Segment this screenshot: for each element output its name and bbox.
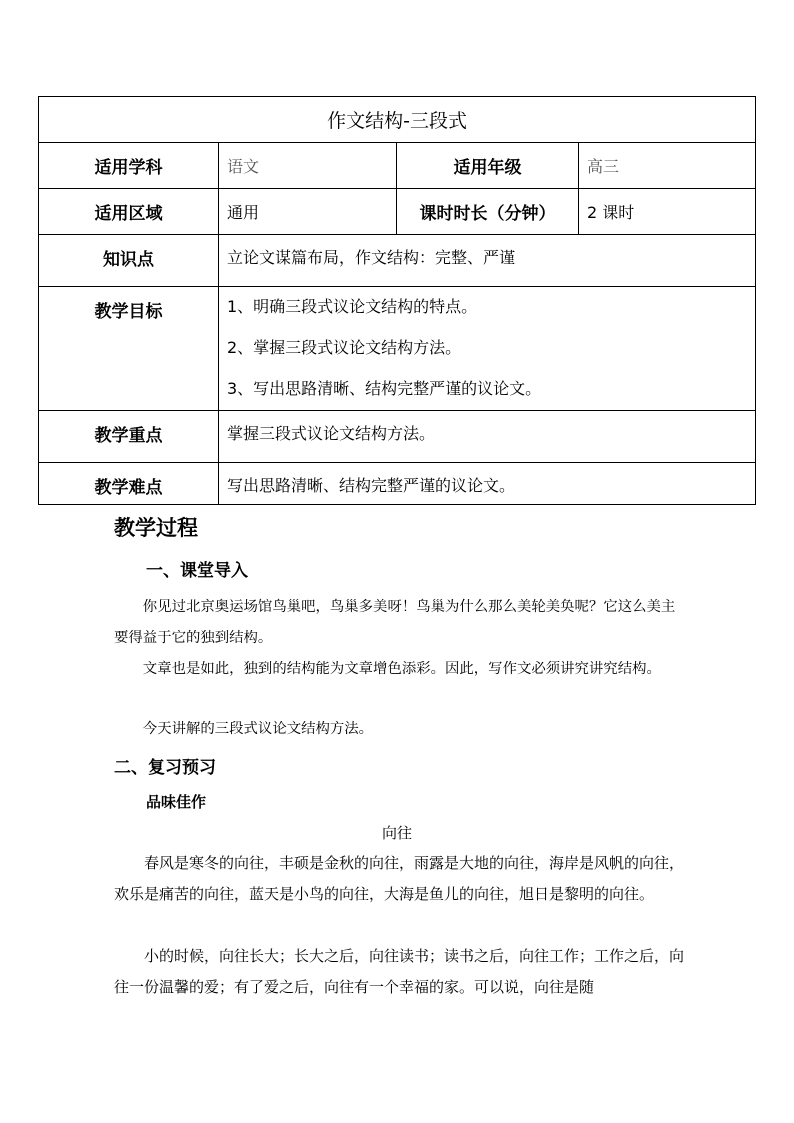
goals-cell: [219, 287, 756, 411]
region-label: 适用区域: [39, 189, 219, 235]
subject-label: 适用学科: [39, 143, 219, 189]
section-review-heading: 二、复习预习: [114, 758, 216, 778]
goal-item: 2、掌握三段式议论文结构方法。: [227, 338, 462, 357]
region-value: 通用: [219, 189, 397, 235]
teaching-process-heading: 教学过程: [114, 516, 198, 540]
essay-paragraph: 小的时候，向往长大；长大之后，向往读书；读书之后，向往工作；工作之后，向往一份温馨的爱；有了爱之后，向往有一个幸福的家。可以说，向往是随: [114, 947, 685, 996]
focus-value: 掌握三段式议论文结构方法。: [219, 411, 756, 463]
review-subheading: 品味佳作: [146, 793, 207, 811]
intro-paragraph: 文章也是如此，独到的结构能为文章增色添彩。因此，写作文必须讲究讲究结构。: [142, 661, 661, 677]
intro-paragraph: 今天讲解的三段式议论文结构方法。: [142, 721, 374, 737]
goals-label: 教学目标: [39, 287, 219, 411]
duration-value: 2 课时: [579, 189, 756, 235]
essay-title: 向往: [381, 824, 412, 842]
essay-paragraph: 春风是寒冬的向往，丰硕是金秋的向往，雨露是大地的向往，海岸是风帆的向往，欢乐是痛苦的向往，蓝天是小鸟的向往，大海是鱼儿的向往，旭日是黎明的向往。: [114, 854, 685, 903]
difficulty-value: 写出思路清晰、结构完整严谨的议论文。: [219, 463, 756, 505]
lesson-info-table: [38, 96, 756, 505]
section-intro-heading: 一、课堂导入: [146, 561, 248, 581]
subject-value: 语文: [219, 143, 397, 189]
difficulty-label: 教学难点: [39, 463, 219, 505]
grade-value: 高三: [579, 143, 756, 189]
lesson-title: 作文结构-三段式: [39, 97, 756, 143]
goal-item: 3、写出思路清晰、结构完整严谨的议论文。: [227, 379, 542, 398]
goal-item: 1、明确三段式议论文结构的特点。: [227, 297, 478, 316]
grade-label: 适用年级: [397, 143, 579, 189]
focus-label: 教学重点: [39, 411, 219, 463]
intro-paragraph: 你见过北京奥运场馆鸟巢吧，鸟巢多美呀！鸟巢为什么那么美轮美奂呢？它这么美主要得益于它的独到结构。: [114, 599, 676, 646]
knowledge-label: 知识点: [39, 235, 219, 287]
duration-label: 课时时长（分钟）: [397, 189, 579, 235]
knowledge-value: 立论文谋篇布局，作文结构：完整、严谨: [219, 235, 756, 287]
